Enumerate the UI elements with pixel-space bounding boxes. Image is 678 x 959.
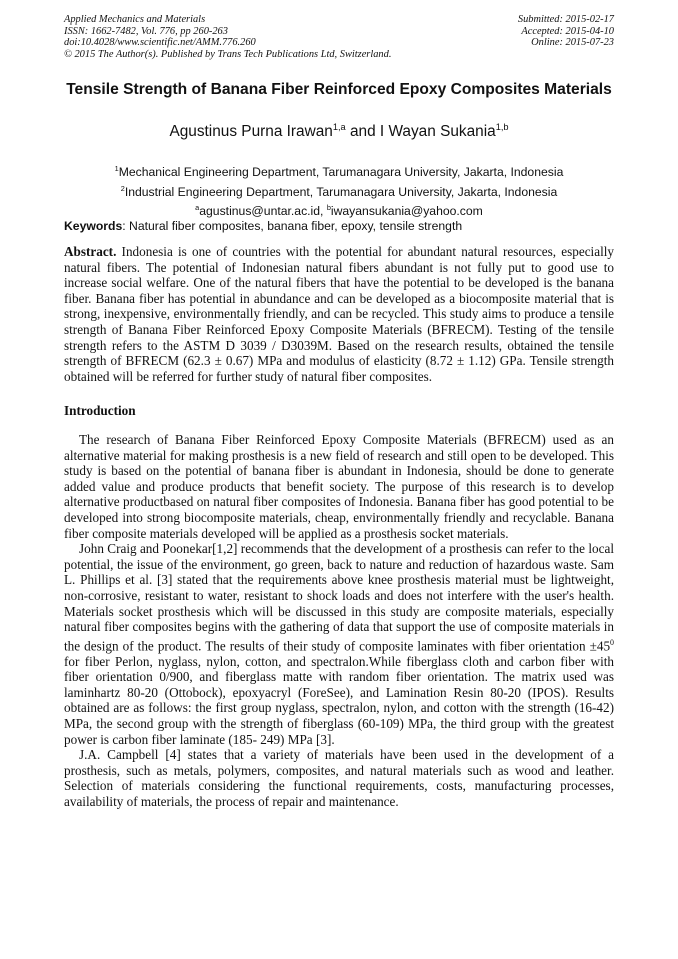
online-date: Online: 2015-07-23 — [531, 37, 614, 49]
affiliation-sup: 1 — [114, 164, 119, 173]
emails — [64, 200, 614, 220]
paragraph: J.A. Campbell [4] states that a variety of materials have been used in the development of a prosthesis, such as metals, polymers, composites, and natural materials such as wood and leather. Selection of materials considering the functional requirements, costs, manufacturing processes, availability of materials, the process of repair and maintenance. — [64, 747, 614, 810]
doi: doi:10.4028/www.scientific.net/AMM.776.260 — [64, 37, 256, 49]
keywords — [64, 219, 614, 233]
email-a[interactable]: agustinus@untar.ac.id, — [199, 204, 327, 219]
degree-sup: 0 — [610, 637, 614, 647]
author-joiner: and — [345, 123, 380, 141]
authors — [64, 122, 614, 141]
abstract — [64, 244, 614, 384]
abstract-label: Abstract. — [64, 244, 117, 259]
keywords-label: Keywords — [64, 219, 123, 233]
email-sup: b — [326, 203, 331, 213]
author-2-sup: 1,b — [495, 122, 509, 132]
paper-title: Tensile Strength of Banana Fiber Reinforced Epoxy Composites Materials — [66, 81, 612, 98]
paragraph — [64, 541, 614, 747]
accepted-date: Accepted: 2015-04-10 — [521, 25, 614, 37]
affiliation-2 — [64, 181, 614, 201]
submitted-date: Submitted: 2015-02-17 — [517, 14, 614, 25]
author-1: Agustinus Purna Irawan — [169, 123, 333, 141]
paragraph: The research of Banana Fiber Reinforced Epoxy Composite Materials (BFRECM) used as an alternative material for making prosthesis is a new field of research and still open to be developed. This study is based on the potential of banana fiber is abundant in Indonesia, should be done to generate added value and produce products that benefit society. The purpose of this research is to develop alternative productbased on natural fiber composites of Indonesia. Banana fiber has good potential to be developed into strong biocomposite materials, cheap, environmentally friendly and recyclable. Banana fiber composite materials developed will be applied as a prosthesis socket materials. — [64, 432, 614, 541]
paragraph-text: for fiber Perlon, nyglass, nylon, cotton, and spectralon.While fiberglass cloth and carbon fiber with fiber orientation 0/900, and fiberglass matte with random fiber orientation. The matrix used was laminhartz 80-20 (Ottobock), epoxyacryl (ForeSee), and Lamination Resin 80-20 (IPOS). Results obtained are as follows: the first group nyglass, spectralon, nylon, and cotton with the strength (16-42) MPa, the second group with the strength of fiberglass (60-109) MPa, the third group with the greatest power is carbon fiber laminate (185- 249) MPa [3]. — [64, 653, 614, 747]
issn: ISSN: 1662-7482, Vol. 776, pp 260-263 — [64, 25, 228, 37]
affiliations — [64, 161, 614, 220]
affiliation-text: Industrial Engineering Department, Tarumanagara University, Jakarta, Indonesia — [124, 184, 558, 199]
author-1-sup: 1,a — [332, 122, 346, 132]
journal-name: Applied Mechanics and Materials — [64, 14, 206, 25]
section-heading-introduction: Introduction — [64, 403, 136, 418]
paragraph-text: John Craig and Poonekar[1,2] recommends that the development of a prosthesis can refer to the local potential, the issue of the environment, go green, back to nature and reduction of hazardous waste. Sam L. Phillips et al. [3] stated that the requirements above knee prosthesis material must be lightweight, non-corrosive, resistant to water, resistant to shock loads and does not interfere with the user's health. Materials socket prosthesis which will be discussed in this study are composite materials, especially natural fiber composites begins with the gathering of data that support the use of composite materials in the design of the product. The results of their study of composite laminates with fiber orientation ±45 — [64, 541, 614, 654]
journal-info — [64, 14, 391, 60]
author-2: I Wayan Sukania — [379, 123, 496, 141]
email-b[interactable]: iwayansukania@yahoo.com — [330, 204, 483, 219]
affiliation-1 — [64, 161, 614, 181]
email-sup: a — [195, 203, 200, 213]
affiliation-text: Mechanical Engineering Department, Tarumanagara University, Jakarta, Indonesia — [118, 165, 564, 180]
affiliation-sup: 2 — [120, 183, 125, 193]
introduction-body — [64, 432, 614, 810]
abstract-text: Indonesia is one of countries with the potential for abundant natural resources, especially natural fibers. The potential of Indonesian natural fibers abundant is not fully put to good use to increase social welfare. One of the natural fibers that have the potential to be developed is the banana fiber. Banana fiber has potential in abundance and can be developed as a biocomposite material that is strong, inexpensive, environmentally friendly, and can be recycled. This study aims to produce a tensile strength of Banana Fiber Reinforced Epoxy Composite Materials (BFRECM). Testing of the tensile strength refers to the ASTM D 3039 / D3039M. Based on the research results, obtained the tensile strength of BFRECM (62.3 ± 0.67) MPa and modulus of elasticity (8.72 ± 1.12) GPa. Tensile strength obtained will be referred for further study of natural fiber composites. — [64, 244, 614, 384]
keywords-text: : Natural fiber composites, banana fiber, epoxy, tensile strength — [122, 219, 463, 233]
copyright: © 2015 The Author(s). Published by Trans Tech Publications Ltd, Switzerland. — [64, 48, 392, 60]
dates — [518, 14, 614, 49]
